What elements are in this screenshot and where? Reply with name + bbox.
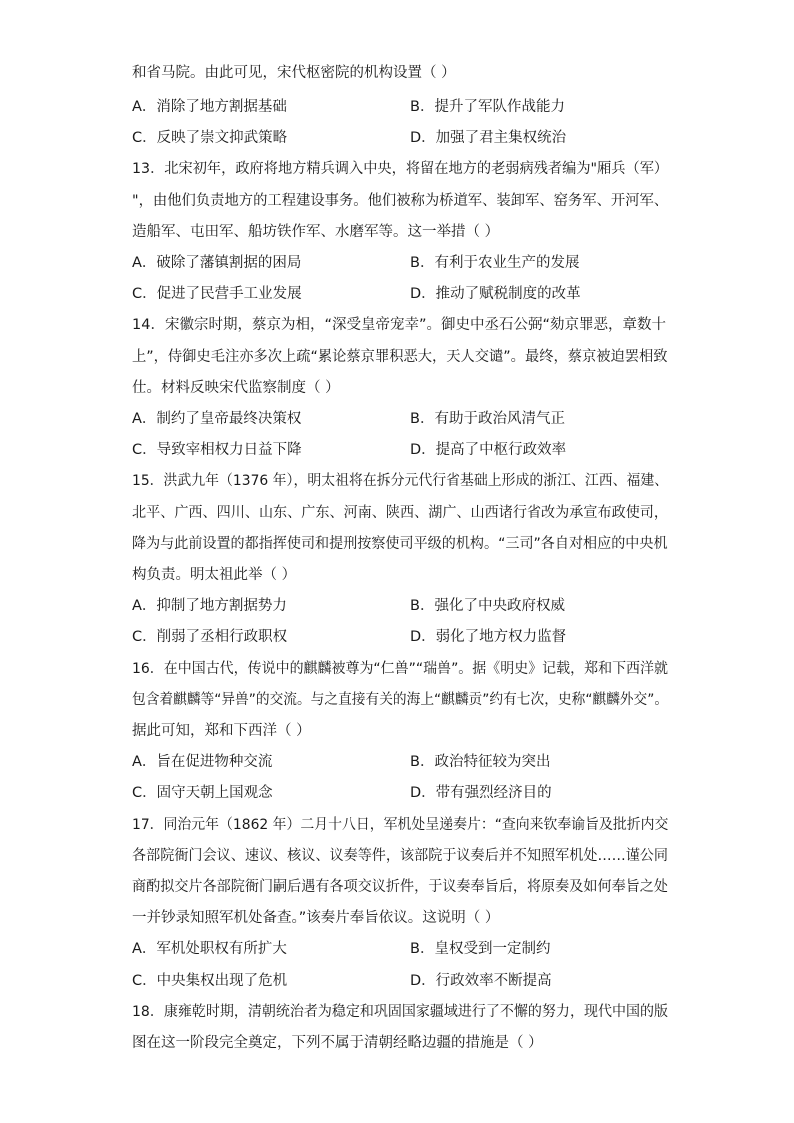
q16-stem-line-2: 包含着麒麟等“异兽”的交流。与之直接有关的海上“麒麟贡”约有七次，史称“麒麟外交”。: [132, 692, 669, 708]
q15-stem-line-4: 构负责。明太祖此举（ ）: [132, 567, 297, 583]
q13-stem-line-3: 造船军、屯田军、船坊铁作军、水磨军等。这一举措（ ）: [132, 224, 500, 240]
q12-option-c: C．反映了崇文抑武策略: [132, 130, 288, 146]
q12-option-d: D．加强了君主集权统治: [410, 130, 567, 146]
q17-option-d: D．行政效率不断提高: [410, 973, 552, 989]
q15-option-d: D．弱化了地方权力监督: [410, 629, 567, 645]
q13-option-d: D．推动了赋税制度的改革: [410, 286, 581, 302]
q15-option-a: A．抑制了地方割据势力: [132, 598, 287, 614]
q16-stem-line-3: 据此可知，郑和下西洋（ ）: [132, 723, 311, 739]
q17-option-a: A．军机处职权有所扩大: [132, 941, 287, 957]
q15-stem-line-1: 15．洪武九年（1376 年），明太祖将在拆分元代行省基础上形成的浙江、江西、福建、: [132, 473, 669, 489]
q16-stem-line-1: 16．在中国古代，传说中的麒麟被尊为“仁兽”“瑞兽”。据《明史》记载，郑和下西洋就: [132, 661, 668, 677]
q18-stem-line-1: 18．康雍乾时期，清朝统治者为稳定和巩固国家疆域进行了不懈的努力，现代中国的版: [132, 1004, 668, 1020]
q16-option-b: B．政治特征较为突出: [410, 754, 551, 770]
q17-stem-line-3: 商酌拟交片各部院衙门嗣后遇有各项交议折件，于议奏奉旨后，将原奏及如何奉旨之处: [132, 879, 669, 895]
q18-stem-line-2: 图在这一阶段完全奠定，下列不属于清朝经略边疆的措施是（ ）: [132, 1035, 543, 1051]
q14-option-c: C．导致宰相权力日益下降: [132, 442, 302, 458]
q13-option-c: C．促进了民营手工业发展: [132, 286, 302, 302]
q14-stem-line-3: 仕。材料反映宋代监察制度（ ）: [132, 380, 340, 396]
q15-stem-line-2: 北平、广西、四川、山东、广东、河南、陕西、湖广、山西诸行省改为承宣布政使司，: [132, 505, 669, 521]
q16-option-c: C．固守天朝上国观念: [132, 785, 273, 801]
q14-option-b: B．有助于政治风清气正: [410, 411, 565, 427]
q15-option-c: C．削弱了丞相行政职权: [132, 629, 288, 645]
q14-option-d: D．提高了中枢行政效率: [410, 442, 567, 458]
q17-stem-line-4: 一并钞录知照军机处备查。”该奏片奉旨依议。这说明（ ）: [132, 910, 500, 926]
q14-option-a: A．制约了皇帝最终决策权: [132, 411, 302, 427]
q17-stem-line-2: 各部院衙门会议、速议、核议、议奏等件，该部院于议奏后并不知照军机处……谨公同: [132, 848, 669, 864]
q14-stem-line-2: 上”，侍御史毛注亦多次上疏“累论蔡京罪积恶大，天人交谴”。最终，蔡京被迫罢相致: [132, 349, 668, 365]
q12-option-a: A．消除了地方割据基础: [132, 99, 287, 115]
q13-stem-line-1: 13．北宋初年，政府将地方精兵调入中央，将留在地方的老弱病残者编为"厢兵（军）: [132, 161, 669, 177]
q16-option-a: A．旨在促进物种交流: [132, 754, 273, 770]
q17-option-b: B．皇权受到一定制约: [410, 941, 551, 957]
q13-option-b: B．有利于农业生产的发展: [410, 255, 580, 271]
q13-stem-line-2: "，由他们负责地方的工程建设事务。他们被称为桥道军、装卸军、窑务军、开河军、: [132, 193, 669, 209]
q12-stem-line-1: 和省马院。由此可见，宋代枢密院的机构设置（ ）: [132, 65, 456, 81]
q17-option-c: C．中央集权出现了危机: [132, 973, 288, 989]
q13-option-a: A．破除了藩镇割据的困局: [132, 255, 302, 271]
q15-stem-line-3: 降为与此前设置的都指挥使司和提刑按察使司平级的机构。“三司”各自对相应的中央机: [132, 536, 668, 552]
q14-stem-line-1: 14．宋徽宗时期，蔡京为相，“深受皇帝宠幸”。御史中丞石公弼“劾京罪恶，章数十: [132, 317, 666, 333]
q15-option-b: B．强化了中央政府权威: [410, 598, 565, 614]
q12-option-b: B．提升了军队作战能力: [410, 99, 565, 115]
q16-option-d: D．带有强烈经济目的: [410, 785, 552, 801]
q17-stem-line-1: 17．同治元年（1862 年）二月十八日，军机处呈递奏片：“查向来钦奉谕旨及批折内交: [132, 817, 669, 833]
